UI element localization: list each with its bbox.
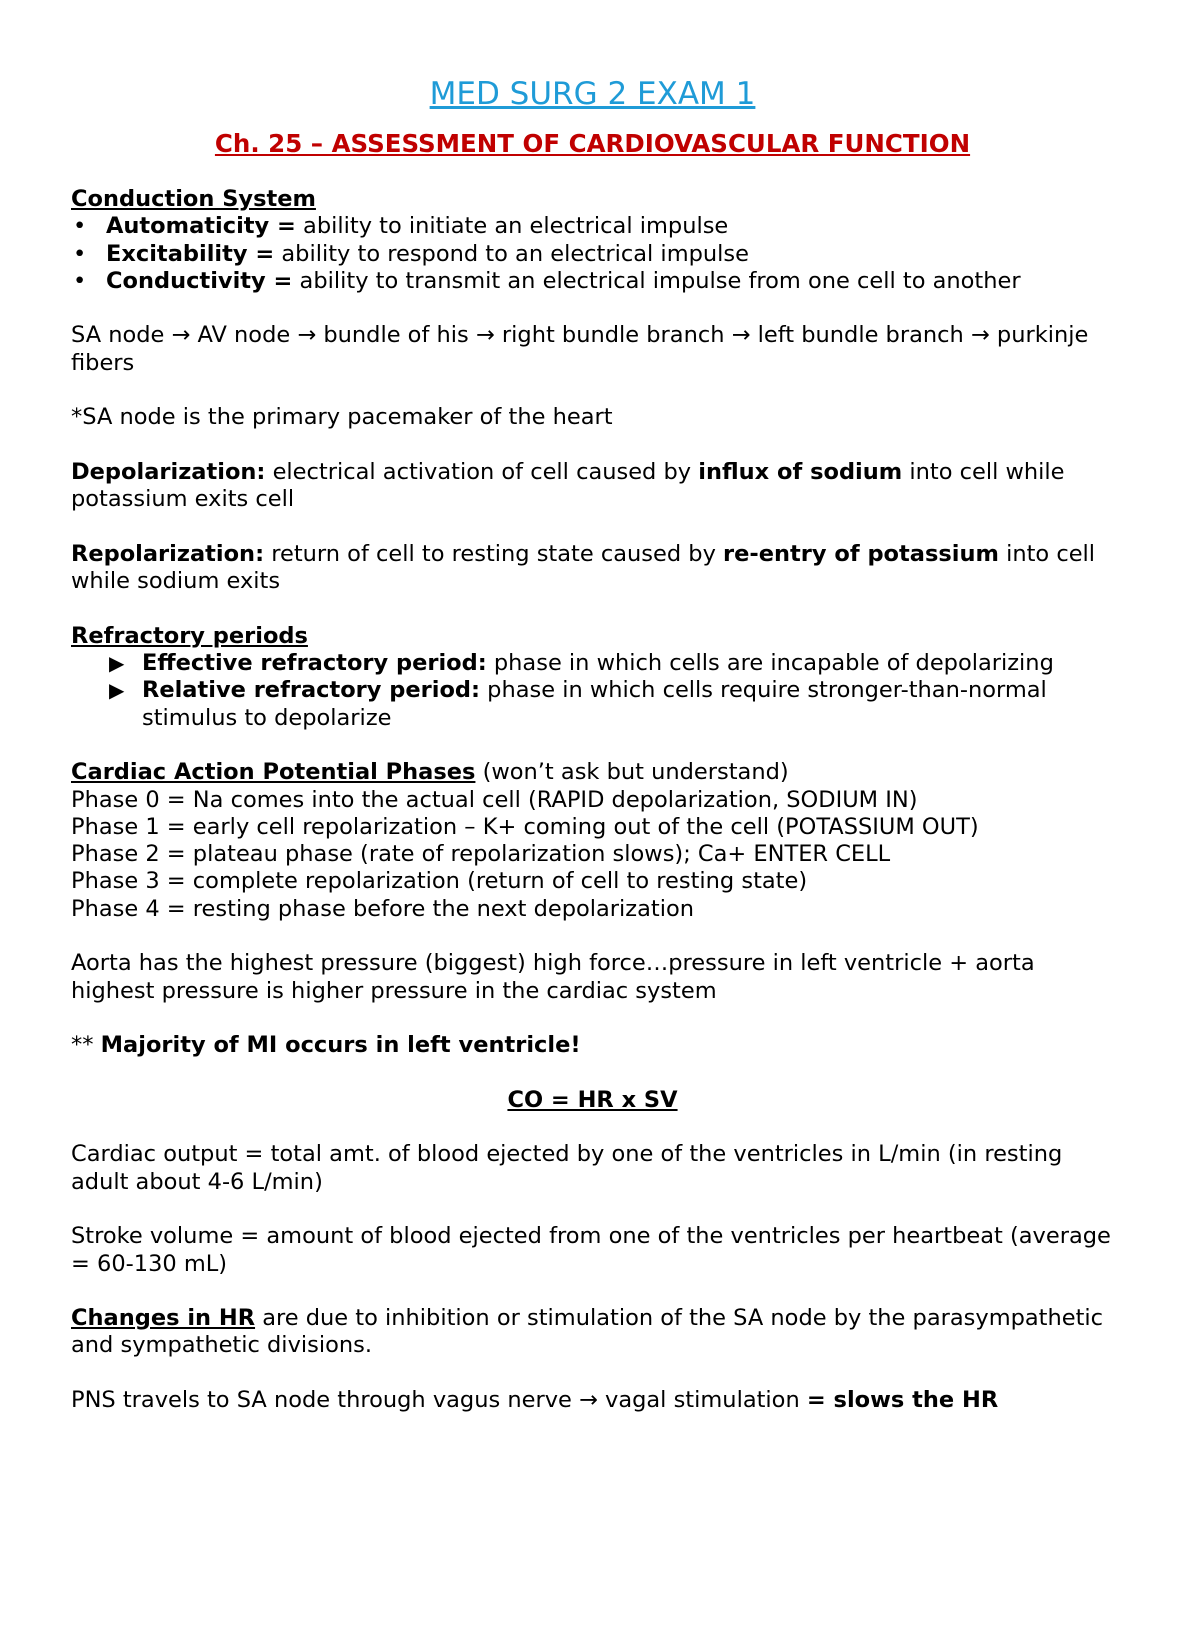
phase-line: Phase 1 = early cell repolarization – K+ coming out of the cell (POTASSIUM OUT) <box>71 813 979 840</box>
document-title: MED SURG 2 EXAM 1 <box>429 76 756 112</box>
co-formula: CO = HR x SV <box>507 1086 678 1113</box>
hr-changes-note: Changes in HR are due to inhibition or stimulation of the SA node by the parasympathetic and sympathetic divisions. <box>71 1305 1104 1359</box>
chapter-heading: Ch. 25 – ASSESSMENT OF CARDIOVASCULAR FUNCTION <box>214 129 971 158</box>
list-item: • Automaticity = ability to initiate an electrical impulse <box>71 213 1114 240</box>
phase-line: Phase 3 = complete repolarization (return of cell to resting state) <box>71 868 808 895</box>
cardiac-output-definition: Cardiac output = total amt. of blood ejected by one of the ventricles in L/min (in resting adult about 4-6 L/min) <box>71 1141 1063 1195</box>
phase-line: Phase 0 = Na comes into the actual cell (RAPID depolarization, SODIUM IN) <box>71 786 918 813</box>
list-item: ▶ Relative refractory period: phase in which cells require stronger-than-normal stimulus to depolarize <box>109 677 1047 731</box>
depolarization-definition: Depolarization: electrical activation of cell caused by influx of sodium into cell while potassium exits cell <box>71 458 1065 513</box>
list-item: • Excitability = ability to respond to an electrical impulse <box>71 241 1114 268</box>
refractory-list <box>71 650 1114 732</box>
document-page <box>0 74 1200 1627</box>
stroke-volume-definition: Stroke volume = amount of blood ejected from one of the ventricles per heartbeat (average = 60-130 mL) <box>71 1223 1111 1277</box>
pacemaker-note: *SA node is the primary pacemaker of the heart <box>71 404 613 431</box>
conduction-heading: Conduction System <box>71 186 316 212</box>
mi-note: ** Majority of MI occurs in left ventricle! <box>71 1032 581 1059</box>
triangle-bullet-icon: ▶ <box>109 651 125 676</box>
phase-line: Phase 2 = plateau phase (rate of repolarization slows); Ca+ ENTER CELL <box>71 841 891 868</box>
phase-line: Phase 4 = resting phase before the next depolarization <box>71 895 694 922</box>
list-item: ▶ Effective refractory period: phase in which cells are incapable of depolarizing <box>109 650 1054 677</box>
refractory-heading: Refractory periods <box>71 622 308 649</box>
conduction-pathway: SA node → AV node → bundle of his → right bundle branch → left bundle branch → purkinje fibers <box>71 322 1089 376</box>
list-item: • Conductivity = ability to transmit an electrical impulse from one cell to another <box>71 268 1114 295</box>
aorta-note: Aorta has the highest pressure (biggest) high force…pressure in left ventricle + aorta highest pressure is higher pressure in the cardiac system <box>71 950 1035 1004</box>
conduction-list <box>71 213 1114 295</box>
action-potential-heading: Cardiac Action Potential Phases (won’t ask but understand) <box>71 759 789 786</box>
pns-note: PNS travels to SA node through vagus nerve → vagal stimulation = slows the HR <box>71 1387 999 1414</box>
repolarization-definition: Repolarization: return of cell to resting state caused by re-entry of potassium into cell while sodium exits <box>71 540 1096 595</box>
triangle-bullet-icon: ▶ <box>109 678 125 703</box>
